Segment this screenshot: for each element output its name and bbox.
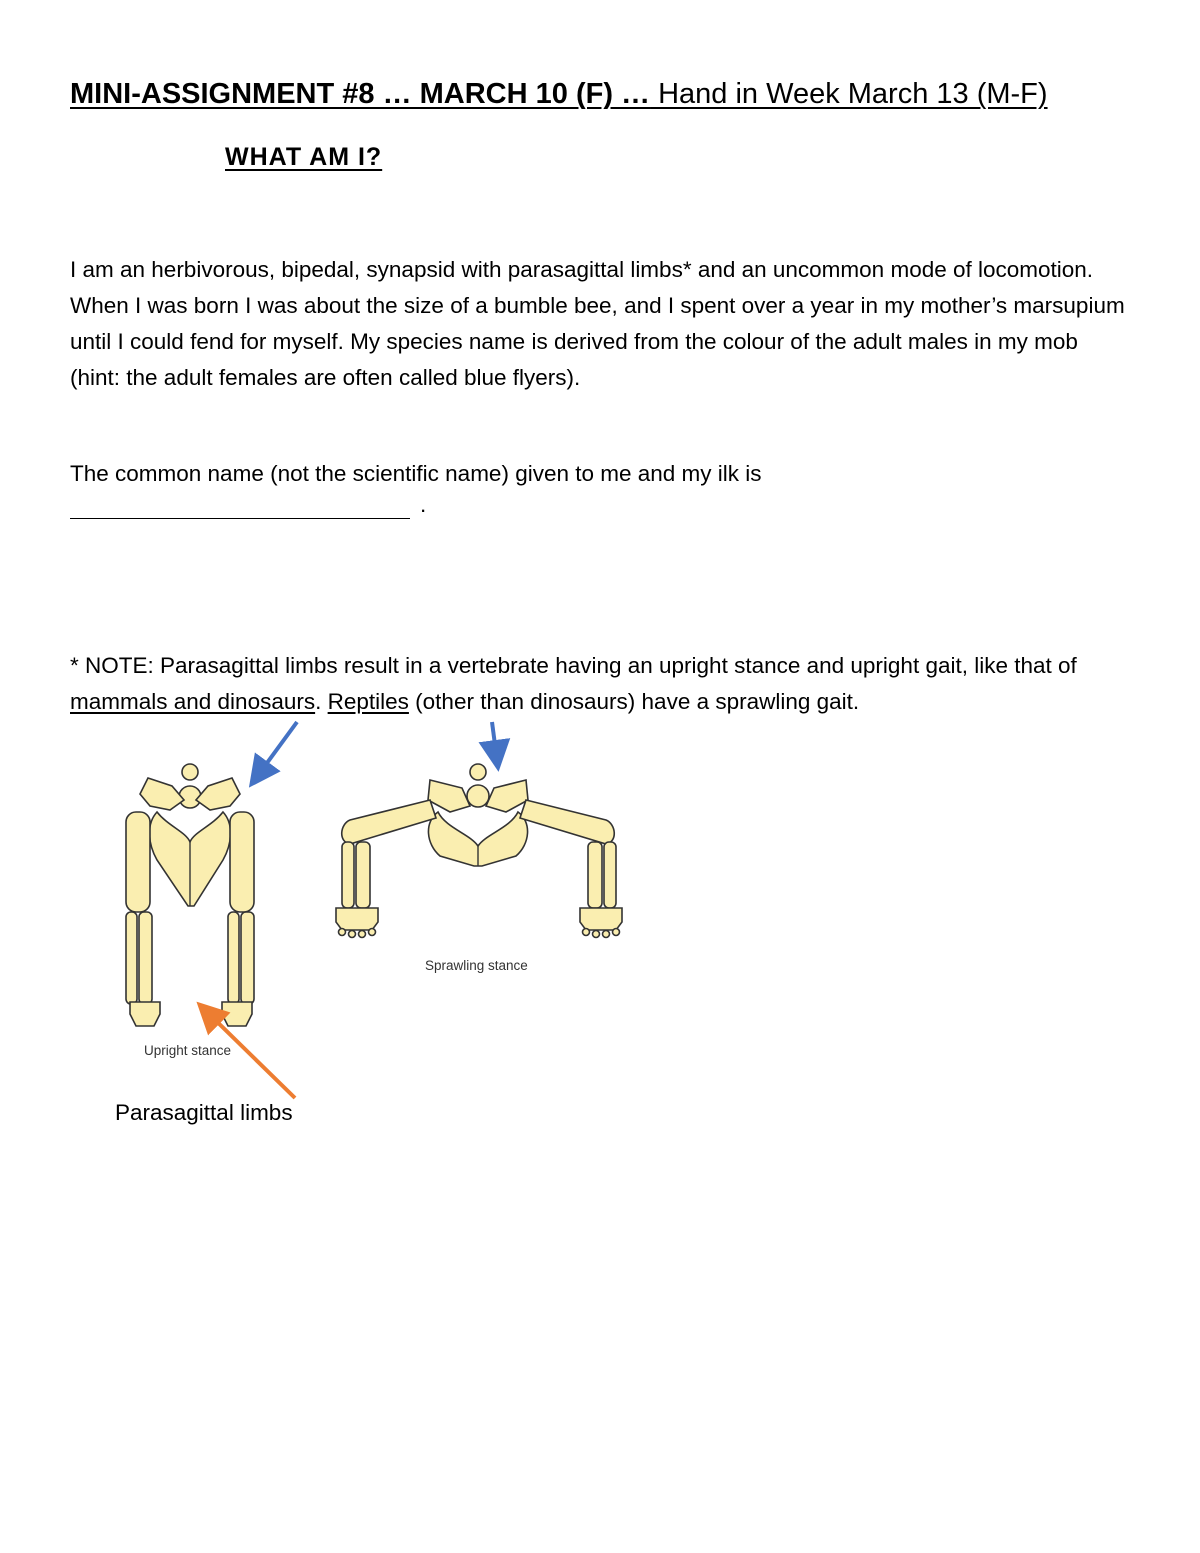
question-heading: WHAT AM I? (225, 143, 383, 171)
sprawling-stance-caption: Sprawling stance (425, 958, 528, 973)
note-end: (other than dinosaurs) have a sprawling gait. (408, 689, 860, 714)
note-reptiles: Reptiles (327, 689, 409, 714)
question-line: The common name (not the scientific name) given to me and my ilk is (70, 461, 762, 486)
sprawling-pointer-arrow (492, 722, 497, 760)
note-start: * NOTE: Parasagittal limbs result in a vertebrate having an upright stance and upright gait, like that of (70, 653, 1077, 678)
note-mid: . (315, 689, 328, 714)
title-main: MINI-ASSIGNMENT #8 … MARCH 10 (F) … (70, 78, 651, 110)
upright-stance-skeleton (126, 764, 254, 1026)
upright-stance-caption: Upright stance (144, 1043, 232, 1058)
upright-pointer-arrow (256, 722, 297, 778)
riddle-paragraph: I am an herbivorous, bipedal, synapsid with parasagittal limbs* and an uncommon mode of locomotion. When I was born I was about the size of a bumble bee, and I spent over a year in my mother’s marsupium until I could fend for myself. My species name is derived from the colour of the adult males in my mob (hint: the adult females are often called blue flyers). (70, 257, 1125, 390)
title-tail: Hand in Week March 13 (M-F) (650, 78, 1048, 110)
note-mammals-dinosaurs: mammals and dinosaurs (70, 689, 316, 714)
parasagittal-limbs-label: Parasagittal limbs (115, 1100, 293, 1125)
sprawling-stance-skeleton (336, 764, 622, 938)
answer-period: . (420, 492, 427, 517)
